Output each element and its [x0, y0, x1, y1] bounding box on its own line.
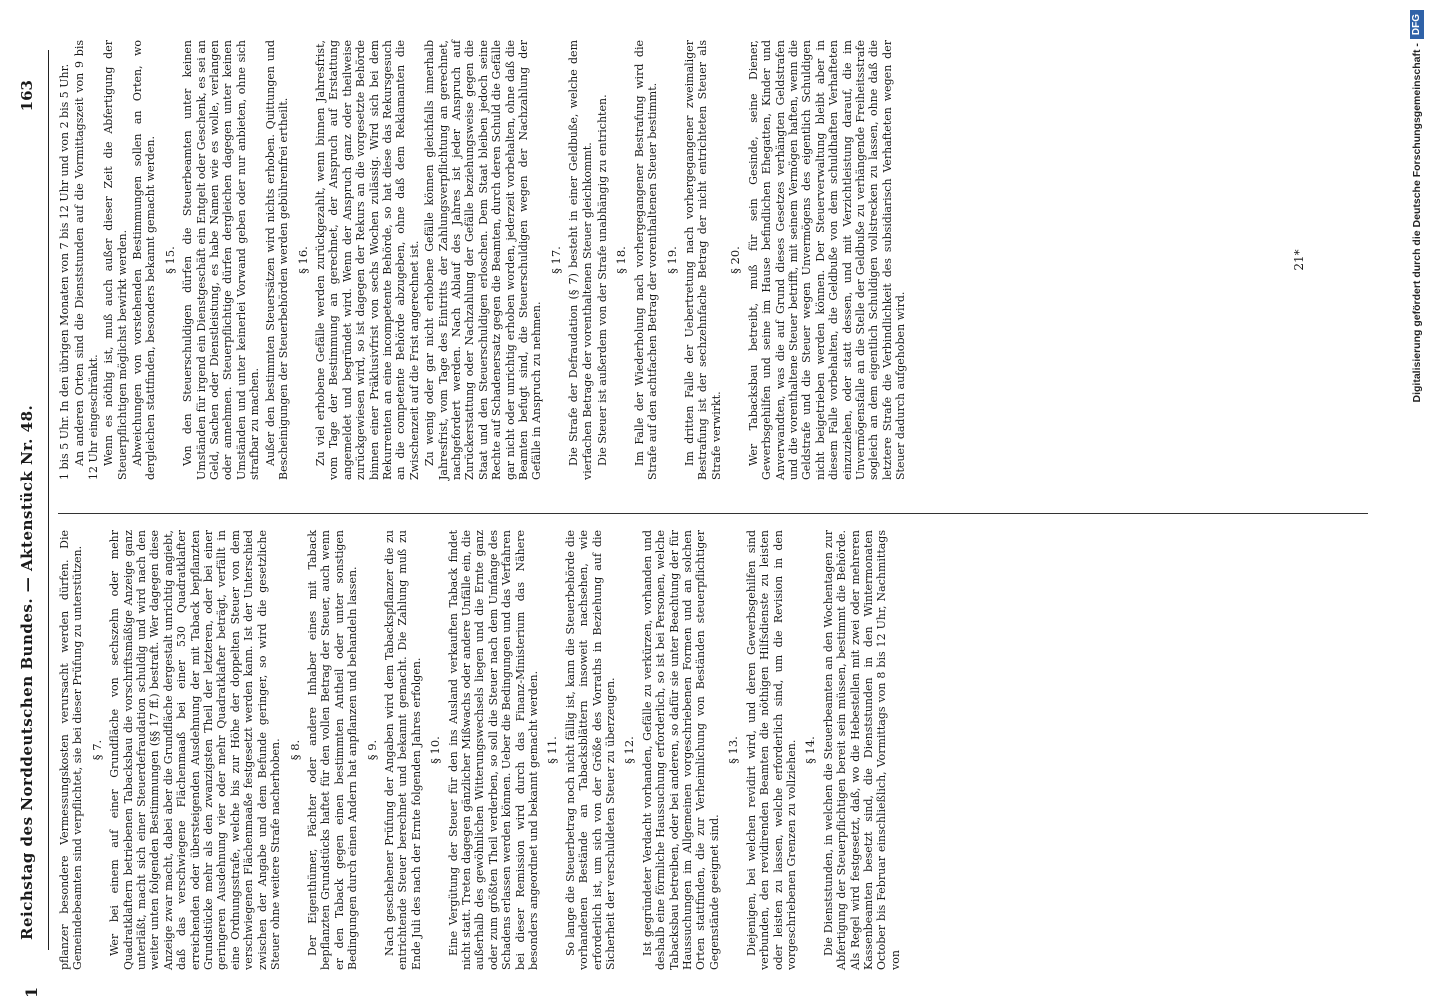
right-text-column: [58, 40, 910, 480]
paragraph: Eine Vergütung der Steuer für den ins Ausland verkauften Taback findet nicht statt. Treten dagegen gänzlicher Mißwachs oder andere Unfälle ein, die außerhalb des gewöhnlichen Witterungswechsels liegen und die Ernte ganz oder zum größten Theil verderben, so soll die Steuer nach dem Umfange des Schadens erlassen werden können. Ueber die Bedingungen und das Verfahren bei dieser Remission wird durch das Finanz-Ministerium das Nähere besonders angeordnet und bekannt gemacht werden.: [446, 530, 540, 970]
running-header: [8, 40, 48, 980]
section-heading: § 13.: [726, 736, 741, 764]
left-text-column: [58, 530, 904, 970]
paragraph: Die Steuer ist außerdem von der Strafe unabhängig zu entrichten.: [596, 94, 610, 466]
paragraph: Diejenigen, bei welchen revidirt wird, und deren Gewerbsgehilfen sind verbunden, den revidirenden Beamten die nöthigen Hilfsdienste zu leisten oder leisten zu lassen, welche erforderlich sind, um die Revision in den vorgeschriebenen Grenzen zu vollziehen.: [744, 530, 798, 970]
paragraph: 1 bis 5 Uhr. In den übrigen Monaten von 7 bis 12 Uhr und von 2 bis 5 Uhr.: [58, 63, 71, 480]
paragraph: Die Dienststunden, in welchen die Steuerbeamten an den Wochentagen zur Abfertigung der Steuerpflichtigen bereit sein müssen, bestimmt die Behörde. Als Regel wird festgesetzt, daß, wo die Hebestellen mit zwei oder mehreren Kassenbeamten besetzt sind, die Dienststunden in den Wintermonaten October bis Februar einschließlich, Vormittags von 8 bis 12 Uhr, Nachmittags von: [821, 530, 902, 970]
paragraph: Wenn es nöthig ist, muß auch außer dieser Zeit die Abfertigung der Steuerpflichtigen möglichst bewirkt werden.: [102, 40, 129, 480]
paragraph: Zu wenig oder gar nicht erhobene Gefälle können gleichfalls innerhalb Jahresfrist, vom Tage des Eintritts der Zahlungsverpflichtung an gerechnet, nachgefordert werden. Nach Ablauf des Jahres ist jeder Anspruch auf Zurückerstattung oder Nachzahlung der Gefälle beziehungsweise gegen die Staat und den Steuerschuldigen erloschen. Dem Staat bleiben jedoch seine Rechte auf Schadenersatz gegen die Beamten, durch deren Schuld die Gefälle gar nicht oder unrichtig erhoben worden, jederzeit vorbehalten, ohne daß die Beamten befugt sind, die Steuerschuldigen wegen der Nachzahlung der Gefälle in Anspruch zu nehmen.: [423, 40, 544, 480]
margin-mark: 1: [22, 986, 41, 998]
header-title: Reichstag des Norddeutschen Bundes. — Aktenstück Nr. 48.: [18, 404, 36, 940]
section-heading: § 7.: [89, 739, 104, 761]
section-heading: § 15.: [162, 246, 177, 274]
sheet-signature-mark: 21*: [1292, 249, 1306, 271]
section-heading: § 16.: [295, 246, 310, 274]
paragraph: Im dritten Falle der Uebertretung nach vorhergegangener zweimaliger Bestrafung ist der sechzehnfache Betrag der nicht entrichteten Steuer als Strafe verwirkt.: [683, 40, 723, 480]
paragraph: So lange die Steuerbetrag noch nicht fällig ist, kann die Steuerbehörde die vorhandenen Bestände an Tabacksblättern insoweit nachsehen, wie erforderlich ist, um sich von der Größe des Vorraths in Beziehung auf die Sicherheit der verschuldeten Steuer zu überzeugen.: [563, 530, 618, 970]
digitization-note: [1406, 10, 1428, 990]
section-heading: § 12.: [622, 736, 637, 764]
section-heading: § 11.: [545, 736, 560, 764]
header-rule: [48, 50, 49, 950]
section-heading: § 9.: [364, 739, 379, 761]
paragraph: An anderen Orten sind die Dienststunden auf die Vormittagszeit von 9 bis 12 Uhr eingeschränkt.: [73, 40, 100, 480]
paragraph: Die Strafe der Defraudation (§ 7) besteht in einer Geldbuße, welche dem vierfachen Betrage der vorenthaltenen Steuer gleichkommt.: [567, 40, 594, 480]
paragraph: Ist gegründeter Verdacht vorhanden, Gefälle zu verkürzen, vorhanden und deshalb eine förmliche Haussuchung erforderlich, so ist bei Personen, welche Tabacksbau betreiben, oder bei anderen, so dafür sie unter Beachtung der für Haussuchungen im Allgemeinen vorgeschriebenen Formen und an solchen Orten stattfinden, die zur Verheimlichung von Beständen steuerpflichtiger Gegenstände geeignet sind.: [640, 530, 721, 970]
paragraph: Wer bei einem auf einer Grundfläche von sechszehn oder mehr Quadratklaftern betriebenen Tabacksbau die vorschriftsmäßige Anzeige ganz unterläßt, macht sich einer Steuerdefraudation schuldig und wird nach den weiter unten folgenden Bestimmungen (§§ 17 ff.) bestraft. Wer dagegen diese Anzeige zwar macht, dabei aber die Grundfläche dergestalt unrichtig angiebt, daß das verschwiegene Flächenmaaß bei einer 530 Quadratklafter erreichenden oder übersteigenden Ausdehnung der mit Taback bepflanzten Grundstücke mehr als den zwanzigsten Theil der letzteren, oder bei einer geringeren Ausdehnung vier oder mehr Quadratklafter beträgt, verfällt in eine Ordnungsstrafe, welche bis zur Höhe der doppelten Steuer von dem verschwiegenen Flächenmaaße festgesetzt werden kann. Ist der Unterschied zwischen der Angabe und dem Befunde geringer, so wird die gesetzliche Steuer ohne weitere Strafe nacherhoben.: [108, 530, 283, 970]
section-heading: § 20.: [728, 246, 743, 274]
section-heading: § 17.: [548, 246, 563, 274]
paragraph: Nach geschehener Prüfung der Angaben wird dem Tabackspflanzer die zu entrichtende Steuer berechnet und bekannt gemacht. Die Zahlung muß zu Ende Juli des nach der Ernte folgenden Jahres erfolgen.: [382, 530, 423, 970]
paragraph: Außer den bestimmten Steuersätzen wird nichts erhoben. Quittungen und Bescheinigungen der Steuerbehörden werden gebührenfrei ertheilt.: [263, 40, 291, 480]
dfg-logo: DFG: [1410, 10, 1424, 39]
paragraph: Der Eigenthümer, Pächter oder andere Inhaber eines mit Taback bepflanzten Grundstücks haftet für den vollen Betrag der Steuer, auch wenn er den Taback gegen einen bestimmten Antheil oder unter sonstigen Bedingungen durch einen Andern hat anpflanzen und behandeln lassen.: [305, 530, 360, 970]
paragraph: pflanzer besondere Vermessungskosten verursacht werden dürfen. Die Gemeindebeamten sind verpflichtet, sie bei dieser Prüfung zu unterstützen.: [58, 530, 85, 970]
digitization-note-text: Digitalisierung gefördert durch die Deutsche Forschungsgemeinschaft -: [1411, 43, 1423, 403]
paragraph: Im Falle der Wiederholung nach vorhergegangener Bestrafung wird die Strafe auf den achtfachen Betrag der vorenthaltenen Steuer bestimmt.: [632, 40, 660, 480]
paragraph: Zu viel erhobene Gefälle werden zurückgezahlt, wenn binnen Jahresfrist, vom Tage der Bestimmung an gerechnet, der Anspruch auf Erstattung angemeldet und begründet wird. Wenn der Anspruch ganz oder theilweise zurückgewiesen wird, so ist dagegen der Rekurs an die vorgesetzte Behörde binnen einer Präklusivfrist von sechs Wochen zulässig. Wird sich bei dem Rekurrenten an eine incompetente Behörde, so hat diese das Rekursgesuch an die competente Behörde abzugeben, ohne daß dem Reklamanten die Zwischenzeit auf die Frist angerechnet ist.: [313, 40, 421, 480]
digitization-footer: [1406, 10, 1428, 990]
page-number: 163: [18, 80, 36, 112]
column-divider: [58, 513, 1368, 514]
section-heading: § 18.: [614, 246, 629, 274]
section-heading: § 10.: [428, 736, 443, 764]
section-heading: § 19.: [664, 246, 679, 274]
section-heading: § 14.: [803, 736, 818, 764]
paragraph: Abweichungen von vorstehenden Bestimmungen sollen an Orten, wo dergleichen stattfinden, besonders bekannt gemacht werden.: [131, 40, 158, 480]
paragraph: Wer Tabacksbau betreibt, muß für sein Gesinde, seine Diener, Gewerbsgehilfen und seine im Hause befindlichen Ehegatten, Kinder und Anverwandten, was die auf Grund dieses Gesetzes verhängten Geldstrafen und die vorenthaltene Steuer betrifft, mit seinem Vermögen haften, wenn die Geldstrafe und die Steuer wegen Unvermögens des eigentlich Schuldigen nicht beigetrieben werden können. Der Steuerverwaltung bleibt aber in diesem Falle vorbehalten, die Geldbuße von dem schuldhaften Verhafteten einzuziehen, oder statt dessen, und mit Verzichtleistung darauf, die im Unvermögensfalle an die Stelle der Geldbuße zu verhängende Freiheitsstrafe sogleich an dem eigentlich Schuldigen vollstrecken zu lassen, ohne daß die letztere Strafe die Verbindlichkeit des subsidiarisch Verhafteten wegen der Steuer dadurch aufgehoben wird.: [746, 40, 908, 480]
section-heading: § 8.: [287, 739, 302, 761]
paragraph: Von den Steuerschuldigen dürfen die Steuerbeamten unter keinen Umständen für irgend ein Dienstgeschäft ein Entgelt oder Geschenk, es sei an Geld, Sachen oder Dienstleistung, es habe Namen wie es wolle, verlangen oder annehmen. Steuerpflichtige dürfen dergleichen dagegen unter keinen Umständen und unter keinerlei Vorwand geben oder nur anbieten, ohne sich strafbar zu machen.: [181, 40, 262, 480]
